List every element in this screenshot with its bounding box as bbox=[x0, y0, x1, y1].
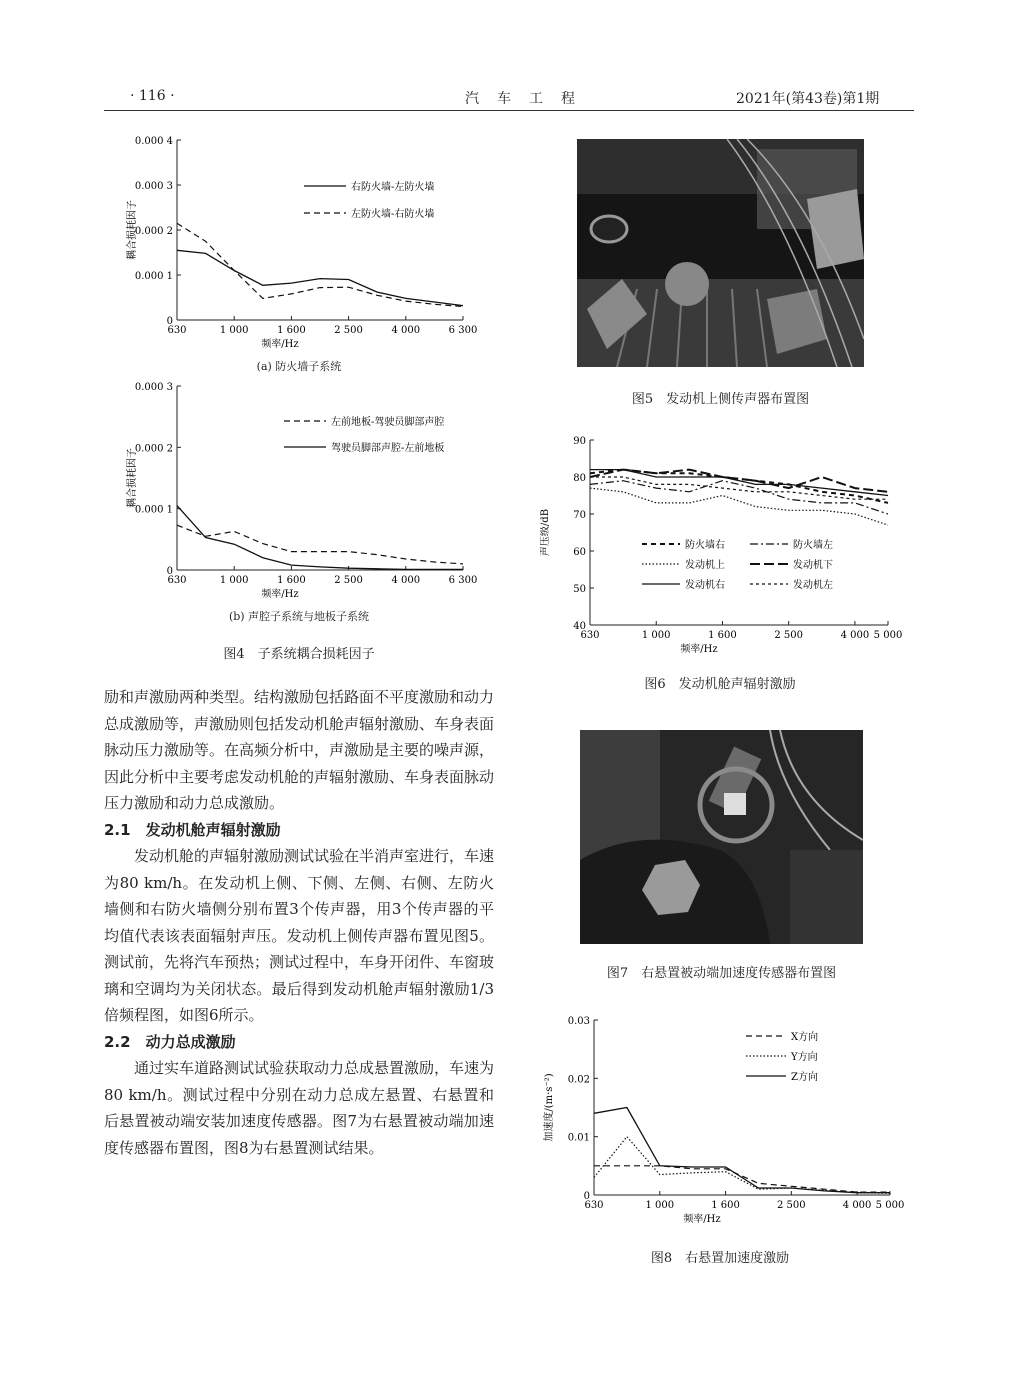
legend-label: 发动机下 bbox=[793, 560, 833, 571]
legend-label: X方向 bbox=[791, 1032, 819, 1043]
x-tick-label: 1 600 bbox=[708, 630, 737, 641]
y-tick-label: 0 bbox=[166, 316, 173, 327]
fig7-caption: 图7 右悬置被动端加速度传感器布置图 bbox=[606, 966, 837, 981]
section-heading-2-2: 2.2 动力总成激励 bbox=[104, 1032, 236, 1051]
fig7-photo bbox=[580, 730, 863, 944]
header-rule bbox=[104, 110, 914, 111]
y-tick-label: 0.000 3 bbox=[134, 181, 173, 192]
x-tick-label: 2 500 bbox=[777, 1200, 806, 1211]
series-line bbox=[177, 525, 463, 564]
legend-label: Y方向 bbox=[791, 1052, 818, 1063]
y-tick-label: 0.000 1 bbox=[134, 504, 173, 516]
engine-microphone-photo bbox=[577, 139, 864, 367]
fig8-chart bbox=[538, 1010, 913, 1235]
legend-label: 防火墙右 bbox=[685, 540, 725, 551]
x-tick-label: 4 000 bbox=[391, 575, 421, 586]
paragraph-2: 发动机舱的声辐射激励测试试验在半消声室进行，车速为80 km/h。在发动机上侧、下侧、左侧、右侧、左防火墙侧和右防火墙侧分别布置3个传声器，用3个传声器的平均值代表该表面辐射声压。发动机上侧传声器布置见图5。测试前，先将汽车预热；测试过程中，车身开闭件、车窗玻璃和空调均为关闭状态。最后得到发动机舱声辐射激励1/3倍频程图，如图6所示。 bbox=[104, 847, 495, 1024]
legend-label: 发动机左 bbox=[793, 580, 833, 591]
section-heading-2-1: 2.1 发动机舱声辐射激励 bbox=[104, 820, 281, 839]
y-tick-label: 0.000 2 bbox=[134, 226, 173, 237]
x-tick-label: 1 000 bbox=[219, 575, 249, 586]
fig6-legend bbox=[642, 538, 833, 591]
y-tick-label: 80 bbox=[573, 473, 586, 484]
y-tick-label: 0.02 bbox=[567, 1074, 590, 1086]
y-tick-label: 60 bbox=[573, 547, 586, 558]
x-axis-label: 频率/Hz bbox=[683, 1214, 721, 1225]
y-axis-label: 加速度/(m·s⁻²) bbox=[544, 1073, 555, 1142]
x-tick-label: 2 500 bbox=[774, 630, 803, 641]
y-tick-label: 0.000 1 bbox=[134, 271, 173, 282]
legend-label: 左防火墙-右防火墙 bbox=[351, 209, 435, 220]
fig4a-legend bbox=[304, 180, 434, 220]
y-tick-label: 0 bbox=[583, 1191, 590, 1202]
y-tick-label: 0.000 3 bbox=[134, 382, 173, 393]
x-tick-label: 5 000 bbox=[875, 1200, 905, 1211]
x-axis-label: 频率/Hz bbox=[261, 589, 299, 600]
series-line bbox=[177, 250, 463, 305]
legend-label: 驾驶员脚部声腔-左前地板 bbox=[331, 443, 445, 454]
fig8-caption: 图8 右悬置加速度激励 bbox=[650, 1251, 790, 1266]
y-tick-label: 0 bbox=[166, 566, 173, 577]
y-tick-label: 40 bbox=[573, 621, 586, 632]
series-line bbox=[177, 506, 463, 570]
y-tick-label: 0.03 bbox=[567, 1016, 590, 1027]
legend-label: 发动机上 bbox=[685, 560, 725, 571]
mount-sensor-photo bbox=[580, 730, 863, 944]
sensor-marker bbox=[724, 793, 746, 815]
issue-info: 2021年(第43卷)第1期 bbox=[736, 91, 880, 107]
legend-label: 左前地板-驾驶员脚部声腔 bbox=[331, 417, 445, 428]
x-tick-label: 4 000 bbox=[842, 1200, 872, 1211]
y-axis-label: 耦合损耗因子 bbox=[127, 448, 138, 508]
fig5-photo bbox=[577, 139, 864, 367]
y-tick-label: 90 bbox=[573, 436, 586, 447]
y-tick-label: 0.01 bbox=[567, 1132, 590, 1144]
fig4b-chart bbox=[104, 374, 494, 624]
x-tick-label: 630 bbox=[580, 630, 600, 641]
x-axis-label: 频率/Hz bbox=[680, 644, 718, 655]
fig5-caption: 图5 发动机上侧传声器布置图 bbox=[631, 392, 810, 407]
y-axis-label: 声压级/dB bbox=[540, 508, 551, 557]
page-number: · 116 · bbox=[130, 88, 175, 104]
paragraph-1: 励和声激励两种类型。结构激励包括路面不平度激励和动力总成激励等，声激励则包括发动机舱声辐射激励、车身表面脉动压力激励等。在高频分析中，声激励是主要的噪声源，因此分析中主要考虑发动机舱的声辐射激励、车身表面脉动压力激励和动力总成激励。 bbox=[104, 688, 495, 812]
fig8-legend bbox=[746, 1030, 818, 1083]
legend-label: 右防火墙-左防火墙 bbox=[351, 182, 435, 193]
fig4a-axes bbox=[125, 136, 477, 350]
fig4-caption: 图4 子系统耦合损耗因子 bbox=[223, 647, 375, 662]
x-tick-label: 630 bbox=[584, 1200, 604, 1211]
x-tick-label: 2 500 bbox=[334, 325, 363, 336]
fig4b-legend bbox=[284, 415, 444, 454]
x-tick-label: 5 000 bbox=[873, 630, 903, 641]
x-tick-label: 1 000 bbox=[219, 325, 249, 336]
x-tick-label: 4 000 bbox=[391, 325, 421, 336]
x-tick-label: 4 000 bbox=[840, 630, 870, 641]
series-line bbox=[594, 1166, 890, 1192]
x-tick-label: 1 000 bbox=[641, 630, 671, 641]
x-tick-label: 1 600 bbox=[277, 575, 306, 586]
legend-label: Z方向 bbox=[791, 1072, 818, 1083]
fig4b-axes bbox=[125, 382, 477, 600]
fig6-caption: 图6 发动机舱声辐射激励 bbox=[644, 677, 796, 692]
legend-label: 发动机右 bbox=[685, 580, 725, 591]
x-tick-label: 1 600 bbox=[711, 1200, 740, 1211]
x-tick-label: 6 300 bbox=[448, 325, 478, 336]
y-tick-label: 0.000 2 bbox=[134, 443, 173, 455]
x-tick-label: 6 300 bbox=[448, 575, 478, 586]
y-tick-label: 50 bbox=[573, 584, 586, 595]
x-tick-label: 1 000 bbox=[645, 1200, 675, 1211]
y-axis-label: 耦合损耗因子 bbox=[127, 200, 138, 260]
journal-title: 汽 车 工 程 bbox=[465, 91, 577, 107]
fig4a-chart bbox=[104, 128, 494, 388]
x-tick-label: 630 bbox=[167, 325, 187, 336]
paragraph-3: 通过实车道路测试试验获取动力总成悬置激励，车速为80 km/h。测试过程中分别在动力总成左悬置、右悬置和后悬置被动端安装加速度传感器。图7为右悬置被动端加速度传感器布置图，图8为右悬置测试结果。 bbox=[104, 1059, 495, 1157]
fig4a-subcaption: (a) 防火墙子系统 bbox=[256, 360, 342, 373]
fig8-axes bbox=[542, 1016, 904, 1225]
x-axis-label: 频率/Hz bbox=[261, 339, 299, 350]
fig4b-subcaption: (b) 声腔子系统与地板子系统 bbox=[228, 610, 370, 623]
y-tick-label: 0.000 4 bbox=[134, 136, 173, 147]
x-tick-label: 1 600 bbox=[277, 325, 306, 336]
x-tick-label: 2 500 bbox=[334, 575, 363, 586]
fig6-chart bbox=[540, 428, 910, 658]
series-line bbox=[177, 223, 463, 306]
series-line bbox=[590, 470, 888, 496]
series-line bbox=[594, 1137, 890, 1194]
body-text bbox=[104, 684, 494, 1161]
x-tick-label: 630 bbox=[167, 575, 187, 586]
legend-label: 防火墙左 bbox=[793, 540, 833, 551]
y-tick-label: 70 bbox=[573, 510, 586, 521]
